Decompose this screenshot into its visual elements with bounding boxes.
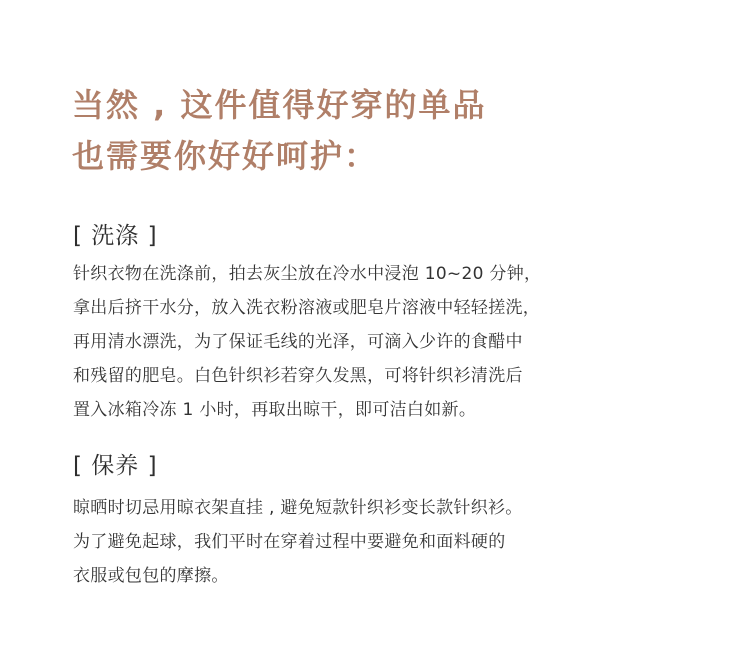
washing-body bbox=[73, 257, 541, 427]
care-line: 晾晒时切忌用晾衣架直挂 , 避免短款针织衫变长款针织衫。 bbox=[73, 498, 523, 518]
care-section bbox=[73, 452, 523, 593]
headline-line-1: 当然 , 这件值得好穿的单品 bbox=[72, 86, 487, 124]
care-line: 衣服或包包的摩擦。 bbox=[73, 566, 229, 586]
care-line: 为了避免起球，我们平时在穿着过程中要避免和面料硬的 bbox=[73, 532, 506, 552]
washing-line: 针织衣物在洗涤前，拍去灰尘放在冷水中浸泡 10~20 分钟， bbox=[73, 264, 542, 284]
washing-line: 和残留的肥皂。白色针织衫若穿久发黑，可将针织衫清洗后 bbox=[73, 366, 523, 386]
washing-line: 置入冰箱冷冻 1 小时，再取出晾干，即可洁白如新。 bbox=[73, 400, 477, 420]
washing-line: 再用清水漂洗，为了保证毛线的光泽，可滴入少许的食醋中 bbox=[73, 332, 523, 352]
washing-title: [ 洗涤 ] bbox=[73, 223, 158, 249]
headline bbox=[72, 80, 486, 182]
headline-line-2: 也需要你好好呵护： bbox=[72, 137, 379, 175]
washing-line: 拿出后挤干水分，放入洗衣粉溶液或肥皂片溶液中轻轻搓洗， bbox=[73, 298, 541, 318]
washing-section bbox=[73, 222, 541, 427]
care-body bbox=[73, 491, 523, 593]
care-title: [ 保养 ] bbox=[73, 453, 158, 479]
